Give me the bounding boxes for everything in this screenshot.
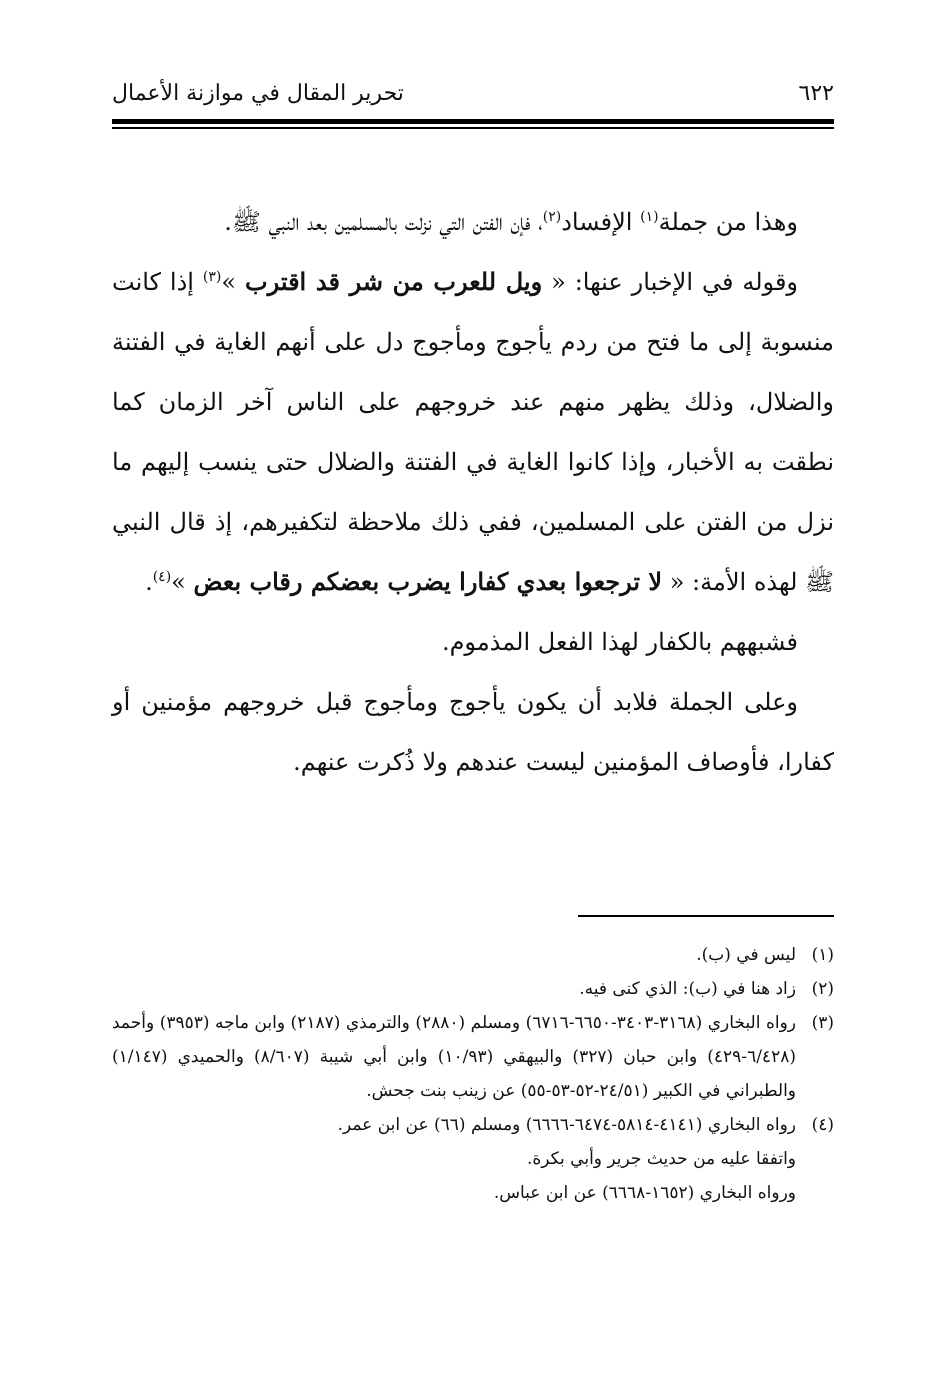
footnote-text — [112, 972, 796, 1006]
paragraph-2 — [112, 252, 834, 612]
footnote-line: ليس في (ب). — [696, 945, 796, 965]
footnote-ref-2: (٢) — [542, 209, 562, 225]
paragraph-2-rest: إذا كانت منسوبة إلى ما فتح من ردم يأجوج ومأجوج دل على أنهم الغاية في الفتنة والضلال، وذلك يظهر منهم عند خروجهم على الناس آخر الزمان كما نطقت به الأخبار، وإذا كانوا الغاية في الفتنة والضلال حتى ينسب إليهم ما نزل من الفتن على المسلمين، ففي ذلك ملاحظة لتكفيرهم، إذ قال النبي ﷺ لهذه الأمة: « — [112, 268, 834, 596]
paragraph-2-end: . — [145, 568, 153, 596]
page-number: ٦٢٢ — [798, 81, 834, 106]
footnote-3 — [112, 1006, 834, 1108]
header-rule-thin — [112, 127, 834, 129]
footnote-number: (٢) — [811, 979, 834, 999]
footnote-ref-3: (٣) — [202, 269, 222, 285]
footnote-2 — [112, 972, 834, 1006]
footnote-line: رواه البخاري (٣١٦٨-٣٤٠٣-٦٦٥٠-٦٧١٦) ومسلم (٢٨٨٠) والترمذي (٢١٨٧) وابن ماجه (٣٩٥٣) وأحمد (٦/٤٢٨-٤٢٩) وابن حبان (٣٢٧) والبيهقي (١٠/٩٣) وابن أبي شيبة (٨/٦٠٧) والحميدي (١/١٤٧) والطبراني في الكبير (٢٤/٥١-٥٢-٥٣-٥٥) عن زينب بنت جحش. — [112, 1013, 796, 1101]
footnote-ref-1: (١) — [640, 209, 659, 225]
footnote-separator — [578, 915, 834, 917]
footnote-ref-4: (٤) — [152, 569, 172, 585]
footnote-text — [112, 1006, 796, 1108]
paragraph-1-mid: الإفساد — [561, 208, 641, 236]
footnote-4 — [112, 1108, 834, 1210]
footnote-number: (٤) — [811, 1115, 834, 1135]
footnote-line: زاد هنا في (ب): الذي كنى فيه. — [579, 979, 796, 999]
running-title: تحرير المقال في موازنة الأعمال — [112, 81, 404, 106]
paragraph-1-end: ، فإن الفتن التي نزلت بالمسلمين بعد النبي ﷺ. — [224, 208, 543, 236]
running-header — [112, 78, 834, 110]
footnote-number: (١) — [811, 945, 834, 965]
hadith-quote-2: لا ترجعوا بعدي كفارا يضرب بعضكم رقاب بعض — [193, 567, 663, 596]
main-text — [112, 192, 834, 792]
footnote-text — [112, 1108, 796, 1210]
footnotes — [112, 938, 834, 1210]
header-rule-thick — [112, 119, 834, 124]
footnote-line: واتفقا عليه من حديث جرير وأبي بكرة. — [526, 1149, 796, 1169]
paragraph-1-start: وهذا من جملة — [658, 208, 798, 236]
footnote-number: (٣) — [811, 1013, 834, 1033]
quote-2-close: » — [171, 568, 194, 596]
hadith-quote-1: ويل للعرب من شر قد اقترب — [244, 267, 543, 296]
footnote-text — [112, 938, 796, 972]
paragraph-2-start: وقوله في الإخبار عنها: « — [542, 268, 799, 296]
footnote-line: ورواه البخاري (١٦٥٢-٦٦٦٨) عن ابن عباس. — [493, 1183, 796, 1203]
paragraph-4: وعلى الجملة فلابد أن يكون يأجوج ومأجوج قبل خروجهم مؤمنين أو كفارا، فأوصاف المؤمنين ليست عندهم ولا ذُكرت عنهم. — [112, 688, 834, 776]
footnote-1 — [112, 938, 834, 972]
paragraph-3: فشبههم بالكفار لهذا الفعل المذموم. — [441, 628, 798, 656]
quote-1-close: » — [221, 268, 245, 296]
paragraph-1 — [112, 192, 834, 252]
footnote-line: رواه البخاري (٤١٤١-٥٨١٤-٦٤٧٤-٦٦٦٦) ومسلم (٦٦) عن ابن عمر. — [337, 1115, 796, 1135]
